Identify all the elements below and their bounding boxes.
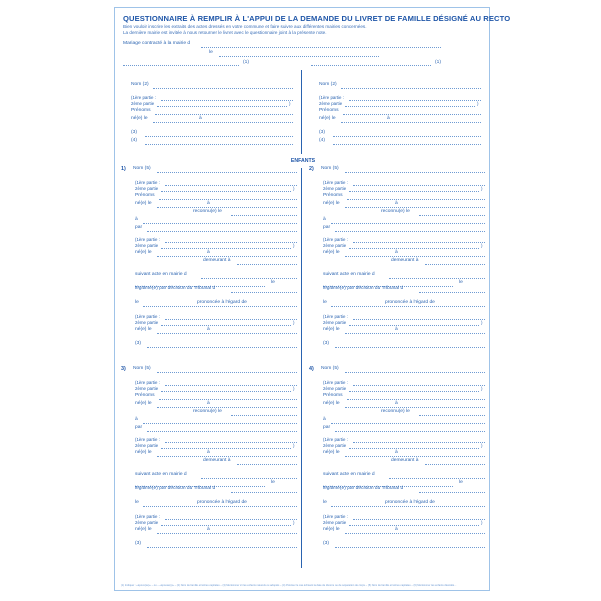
spouse-part1-label-left: (1ère partie : xyxy=(131,95,156,100)
child-parent-part2-label-1: 2ème partie xyxy=(135,243,159,248)
spouse-birth-field-right[interactable] xyxy=(341,122,481,123)
child-p3-birth-label-2: né(e) le xyxy=(323,327,340,332)
spouse-part2-field-right[interactable] xyxy=(345,106,475,107)
child-prenoms-label-3: Prénoms xyxy=(135,393,155,398)
child-prononcee-label-3: prononcée à l'égard de xyxy=(197,500,247,505)
child-suivant-label-2: suivant acte en mairie d xyxy=(323,272,375,277)
child-part2-label-1: 2ème partie xyxy=(135,186,159,191)
child-parent-birth-a-3: à xyxy=(207,450,210,455)
child-parent-part2-label-2: 2ème partie xyxy=(323,243,347,248)
child-p3-part2-label-3: 2ème partie xyxy=(135,520,159,525)
child-prenoms-field-2[interactable] xyxy=(347,199,485,200)
child-parent-paren-2: ) xyxy=(481,243,483,248)
child-demeurant-label-3: demeurant à xyxy=(203,458,231,463)
child-reconnu-place-4[interactable] xyxy=(331,423,485,424)
child-prononcee-le-1: le xyxy=(135,300,139,305)
spouse-note4-field-right[interactable] xyxy=(333,144,481,145)
spouse-note3-label-left: (3) xyxy=(131,130,137,135)
child-par-field-1[interactable] xyxy=(147,231,297,232)
child-birth-field-1[interactable] xyxy=(157,207,297,208)
child-reconnu-a-3: à xyxy=(135,417,138,422)
child-p3-birth-field-2[interactable] xyxy=(345,333,485,334)
spouse-part1-label-right: (1ère partie : xyxy=(319,95,344,100)
child-reconnu-field-4[interactable] xyxy=(419,415,485,416)
child-part2-label-2: 2ème partie xyxy=(323,186,347,191)
spouse-note4-label-left: (4) xyxy=(131,138,137,143)
child-parent-birth-label-3: né(e) le xyxy=(135,450,152,455)
intro-line-1: Bien vouloir inscrire les extraits des actes dressés en votre commune et faire suivre aux différentes mairies concernées. xyxy=(123,24,367,29)
child-par-label-4: par xyxy=(323,425,331,430)
child-prenoms-label-2: Prénoms xyxy=(323,193,343,198)
child-reconnu-a-1: à xyxy=(135,217,138,222)
section-enfants: ENFANTS xyxy=(290,158,316,164)
child-part1-label-1: (1ère partie : xyxy=(135,180,160,185)
spouse-part2-label-right: 2ème partie xyxy=(319,101,343,106)
child-legitime-label-4: légitimé(e) par décision du Tribunal d xyxy=(323,486,404,491)
child-note3-label-2: (3) xyxy=(323,341,329,346)
child-p3-part2-label-1: 2ème partie xyxy=(135,320,159,325)
footnote: (1) Indiquer : «époux(se)» – ou – «épouse(s)» – (2) Nom de famille et lettres capitales – (3) Mentionner ici les enfants naturels ou adoptés – (4) Préciser le cas échéant la date de divorce ou de séparation de corps – (5) Nom de famille et lettres capitales – (6) Mentionner les enfants décédés... xyxy=(121,584,457,587)
child-p3-part1-field-4[interactable] xyxy=(353,519,485,520)
child-birth-a-4: à xyxy=(395,401,398,406)
spouse-prenoms-field-left[interactable] xyxy=(155,114,293,115)
child-prononcee-field-4[interactable] xyxy=(331,506,485,507)
child-reconnu-place-2[interactable] xyxy=(331,223,485,224)
child-birth-label-2: né(e) le xyxy=(323,201,340,206)
child-p3-birth-field-4[interactable] xyxy=(345,533,485,534)
child-p3-birth-label-1: né(e) le xyxy=(135,327,152,332)
child-parent-birth-a-1: à xyxy=(207,250,210,255)
spouse-note4-field-left[interactable] xyxy=(145,144,293,145)
child-p3-part1-label-3: (1ère partie : xyxy=(135,514,160,519)
child-demeurant-label-2: demeurant à xyxy=(391,258,419,263)
child-reconnu-label-2: reconnu(e) le xyxy=(381,209,410,214)
spouse-prenoms-field-right[interactable] xyxy=(343,114,481,115)
child-name-label-1: Nom (5) xyxy=(133,166,151,171)
child-parent-birth-field-1[interactable] xyxy=(157,256,297,257)
child-p3-part2-field-4[interactable] xyxy=(349,525,479,526)
child-par-field-4[interactable] xyxy=(335,431,485,432)
child-demeurant-field-2[interactable] xyxy=(425,264,485,265)
child-paren-3: ) xyxy=(293,386,295,391)
child-p3-part2-field-1[interactable] xyxy=(161,325,291,326)
child-name-field-1[interactable] xyxy=(157,172,297,173)
child-suivant-le-1: le xyxy=(271,280,275,285)
children-divider xyxy=(301,168,302,568)
spouse-note3-field-left[interactable] xyxy=(145,136,293,137)
child-note3-label-1: (3) xyxy=(135,341,141,346)
spouse-birth-field-left[interactable] xyxy=(153,122,293,123)
child-name-field-3[interactable] xyxy=(157,372,297,373)
child-suivant-field-2[interactable] xyxy=(389,278,485,279)
child-p3-part2-label-2: 2ème partie xyxy=(323,320,347,325)
child-prenoms-label-4: Prénoms xyxy=(323,393,343,398)
spouse-note3-label-right: (3) xyxy=(319,130,325,135)
child-reconnu-label-3: reconnu(e) le xyxy=(193,409,222,414)
child-parent-paren-3: ) xyxy=(293,443,295,448)
spouse-prenoms-label-right: Prénoms xyxy=(319,108,339,113)
child-p3-paren-1: ) xyxy=(293,320,295,325)
child-part2-label-4: 2ème partie xyxy=(323,386,347,391)
child-number-4: 4) xyxy=(309,366,314,372)
child-p3-paren-4: ) xyxy=(481,520,483,525)
marriage-date-field[interactable] xyxy=(219,56,379,57)
child-number-3: 3) xyxy=(121,366,126,372)
child-note3-field-3[interactable] xyxy=(147,547,297,548)
child-prenoms-field-3[interactable] xyxy=(159,399,297,400)
child-demeurant-label-4: demeurant à xyxy=(391,458,419,463)
child-name-field-4[interactable] xyxy=(345,372,485,373)
child-p3-part1-label-2: (1ère partie : xyxy=(323,314,348,319)
marriage-extra-field-right[interactable] xyxy=(311,65,431,66)
child-birth-label-3: né(e) le xyxy=(135,401,152,406)
child-p3-part2-field-2[interactable] xyxy=(349,325,479,326)
child-prononcee-field-3[interactable] xyxy=(143,506,297,507)
child-p3-birth-label-3: né(e) le xyxy=(135,527,152,532)
child-demeurant-field-4[interactable] xyxy=(425,464,485,465)
child-parent-birth-a-4: à xyxy=(395,450,398,455)
child-part1-field-3[interactable] xyxy=(165,385,297,386)
child-parent-part2-field-3[interactable] xyxy=(161,448,291,449)
child-suivant-field-1[interactable] xyxy=(201,278,297,279)
child-paren-1: ) xyxy=(293,186,295,191)
child-prononcee-label-2: prononcée à l'égard de xyxy=(385,300,435,305)
child-demeurant-field-3[interactable] xyxy=(237,464,297,465)
child-p3-birth-a-4: à xyxy=(395,527,398,532)
form-sheet xyxy=(114,7,511,591)
child-par-field-2[interactable] xyxy=(335,231,485,232)
child-reconnu-a-2: à xyxy=(323,217,326,222)
child-p3-birth-a-2: à xyxy=(395,327,398,332)
child-prenoms-label-1: Prénoms xyxy=(135,193,155,198)
child-suivant-le-2: le xyxy=(459,280,463,285)
child-parent-part1-label-4: (1ère partie : xyxy=(323,437,348,442)
child-p3-part1-label-1: (1ère partie : xyxy=(135,314,160,319)
child-legitime-field-4[interactable] xyxy=(419,492,485,493)
child-part2-field-1[interactable] xyxy=(161,191,291,192)
child-parent-paren-4: ) xyxy=(481,443,483,448)
spouse-part1-field-left[interactable] xyxy=(161,100,293,101)
child-demeurant-label-1: demeurant à xyxy=(203,258,231,263)
child-p3-birth-field-3[interactable] xyxy=(157,533,297,534)
child-part2-field-4[interactable] xyxy=(349,391,479,392)
child-parent-birth-field-3[interactable] xyxy=(157,456,297,457)
child-part1-label-2: (1ère partie : xyxy=(323,180,348,185)
child-part1-field-1[interactable] xyxy=(165,185,297,186)
spouse-name-label-left: Nom (2) xyxy=(131,82,149,87)
spouse-prenoms-label-left: Prénoms xyxy=(131,108,151,113)
child-p3-birth-a-3: à xyxy=(207,527,210,532)
child-birth-a-1: à xyxy=(207,201,210,206)
child-legitime-label-1: légitimé(e) par décision du Tribunal d xyxy=(135,286,216,291)
child-suivant-le-3: le xyxy=(271,480,275,485)
child-name-label-3: Nom (5) xyxy=(133,366,151,371)
child-birth-field-4[interactable] xyxy=(345,407,485,408)
child-part2-field-2[interactable] xyxy=(349,191,479,192)
child-parent-part2-label-3: 2ème partie xyxy=(135,443,159,448)
child-parent-part1-field-2[interactable] xyxy=(353,242,485,243)
child-reconnu-place-3[interactable] xyxy=(143,423,297,424)
child-suivant-label-3: suivant acte en mairie d xyxy=(135,472,187,477)
child-prononcee-field-1[interactable] xyxy=(143,306,297,307)
child-suivant-field-3[interactable] xyxy=(201,478,297,479)
child-note3-field-4[interactable] xyxy=(335,547,485,548)
marriage-date-label: le xyxy=(209,50,213,55)
child-parent-birth-label-4: né(e) le xyxy=(323,450,340,455)
child-suivant-label-4: suivant acte en mairie d xyxy=(323,472,375,477)
child-paren-2: ) xyxy=(481,186,483,191)
child-p3-part1-label-4: (1ère partie : xyxy=(323,514,348,519)
child-birth-a-2: à xyxy=(395,201,398,206)
child-parent-birth-label-1: né(e) le xyxy=(135,250,152,255)
child-parent-part1-field-3[interactable] xyxy=(165,442,297,443)
child-legitime-label-3: légitimé(e) par décision du Tribunal d xyxy=(135,486,216,491)
form-title: QUESTIONNAIRE À REMPLIR À L'APPUI DE LA DEMANDE DU LIVRET DE FAMILLE DÉSIGNÉ AU RECTO xyxy=(123,14,511,23)
child-p3-part1-field-3[interactable] xyxy=(165,519,297,520)
marriage-note-left: (1) xyxy=(243,60,249,65)
child-parent-part1-label-3: (1ère partie : xyxy=(135,437,160,442)
child-reconnu-label-4: reconnu(e) le xyxy=(381,409,410,414)
child-number-2: 2) xyxy=(309,166,314,172)
child-p3-birth-a-1: à xyxy=(207,327,210,332)
child-parent-birth-field-4[interactable] xyxy=(345,456,485,457)
child-legitime-field-1[interactable] xyxy=(231,292,297,293)
spouse-birth-label-left: né(e) le xyxy=(131,116,148,121)
child-part1-field-2[interactable] xyxy=(353,185,485,186)
spouse-note4-label-right: (4) xyxy=(319,138,325,143)
child-part1-label-4: (1ère partie : xyxy=(323,380,348,385)
child-legitime-label-2: légitimé(e) par décision du Tribunal d xyxy=(323,286,404,291)
child-prononcee-label-4: prononcée à l'égard de xyxy=(385,500,435,505)
spouse-name-label-right: Nom (2) xyxy=(319,82,337,87)
column-divider xyxy=(301,70,302,154)
child-p3-part2-field-3[interactable] xyxy=(161,525,291,526)
child-note3-field-1[interactable] xyxy=(147,347,297,348)
spouse-part2-field-left[interactable] xyxy=(157,106,287,107)
child-reconnu-field-2[interactable] xyxy=(419,215,485,216)
child-birth-label-1: né(e) le xyxy=(135,201,152,206)
spouse-name-field-left[interactable] xyxy=(153,88,293,89)
child-birth-field-2[interactable] xyxy=(345,207,485,208)
child-reconnu-field-1[interactable] xyxy=(231,215,297,216)
child-part1-label-3: (1ère partie : xyxy=(135,380,160,385)
child-prononcee-label-1: prononcée à l'égard de xyxy=(197,300,247,305)
child-prononcee-le-4: le xyxy=(323,500,327,505)
spouse-part1-field-right[interactable] xyxy=(349,100,481,101)
child-p3-paren-3: ) xyxy=(293,520,295,525)
child-note3-field-2[interactable] xyxy=(335,347,485,348)
child-note3-label-4: (3) xyxy=(323,541,329,546)
child-birth-a-3: à xyxy=(207,401,210,406)
spouse-birth-a-left: à xyxy=(199,116,202,121)
spouse-name-field-right[interactable] xyxy=(341,88,481,89)
child-part2-label-3: 2ème partie xyxy=(135,386,159,391)
child-parent-part1-field-4[interactable] xyxy=(353,442,485,443)
child-legitime-field-2[interactable] xyxy=(419,292,485,293)
intro-line-2: La dernière mairie est invitée à nous retourner le livret avec le questionnaire joint à la présente note. xyxy=(123,30,327,35)
child-name-field-2[interactable] xyxy=(345,172,485,173)
child-parent-part2-field-4[interactable] xyxy=(349,448,479,449)
child-par-label-3: par xyxy=(135,425,143,430)
marriage-extra-field[interactable] xyxy=(123,65,239,66)
child-note3-label-3: (3) xyxy=(135,541,141,546)
child-prenoms-field-1[interactable] xyxy=(159,199,297,200)
child-p3-paren-2: ) xyxy=(481,320,483,325)
child-suivant-field-4[interactable] xyxy=(389,478,485,479)
child-parent-part1-field-1[interactable] xyxy=(165,242,297,243)
child-part2-field-3[interactable] xyxy=(161,391,291,392)
child-p3-part2-label-4: 2ème partie xyxy=(323,520,347,525)
child-name-label-2: Nom (5) xyxy=(321,166,339,171)
spouse-birth-label-right: né(e) le xyxy=(319,116,336,121)
child-legitime-field-3[interactable] xyxy=(231,492,297,493)
child-name-label-4: Nom (5) xyxy=(321,366,339,371)
child-demeurant-field-1[interactable] xyxy=(237,264,297,265)
child-parent-part2-field-2[interactable] xyxy=(349,248,479,249)
marriage-place-field[interactable] xyxy=(201,47,441,48)
child-parent-birth-label-2: né(e) le xyxy=(323,250,340,255)
child-suivant-label-1: suivant acte en mairie d xyxy=(135,272,187,277)
child-p3-part1-field-1[interactable] xyxy=(165,319,297,320)
child-paren-4: ) xyxy=(481,386,483,391)
child-birth-field-3[interactable] xyxy=(157,407,297,408)
child-birth-label-4: né(e) le xyxy=(323,401,340,406)
child-parent-part1-label-2: (1ère partie : xyxy=(323,237,348,242)
child-suivant-le-4: le xyxy=(459,480,463,485)
spouse-part2-label-left: 2ème partie xyxy=(131,101,155,106)
child-reconnu-field-3[interactable] xyxy=(231,415,297,416)
child-part1-field-4[interactable] xyxy=(353,385,485,386)
child-par-field-3[interactable] xyxy=(147,431,297,432)
child-parent-birth-a-2: à xyxy=(395,250,398,255)
child-reconnu-label-1: reconnu(e) le xyxy=(193,209,222,214)
child-reconnu-place-1[interactable] xyxy=(143,223,297,224)
spouse-paren-right: ) xyxy=(477,101,479,106)
child-prononcee-field-2[interactable] xyxy=(331,306,485,307)
child-prononcee-le-3: le xyxy=(135,500,139,505)
child-parent-part2-field-1[interactable] xyxy=(161,248,291,249)
child-reconnu-a-4: à xyxy=(323,417,326,422)
child-parent-part2-label-4: 2ème partie xyxy=(323,443,347,448)
child-par-label-1: par xyxy=(135,225,143,230)
spouse-note3-field-right[interactable] xyxy=(333,136,481,137)
child-par-label-2: par xyxy=(323,225,331,230)
child-p3-part1-field-2[interactable] xyxy=(353,319,485,320)
child-number-1: 1) xyxy=(121,166,126,172)
child-prononcee-le-2: le xyxy=(323,300,327,305)
child-parent-paren-1: ) xyxy=(293,243,295,248)
child-prenoms-field-4[interactable] xyxy=(347,399,485,400)
marriage-note-right: (1) xyxy=(435,60,441,65)
spouse-paren-left: ) xyxy=(289,101,291,106)
child-p3-birth-label-4: né(e) le xyxy=(323,527,340,532)
child-parent-part1-label-1: (1ère partie : xyxy=(135,237,160,242)
child-p3-birth-field-1[interactable] xyxy=(157,333,297,334)
child-parent-birth-field-2[interactable] xyxy=(345,256,485,257)
spouse-birth-a-right: à xyxy=(387,116,390,121)
marriage-label: Mariage contracté à la mairie d xyxy=(123,41,191,46)
